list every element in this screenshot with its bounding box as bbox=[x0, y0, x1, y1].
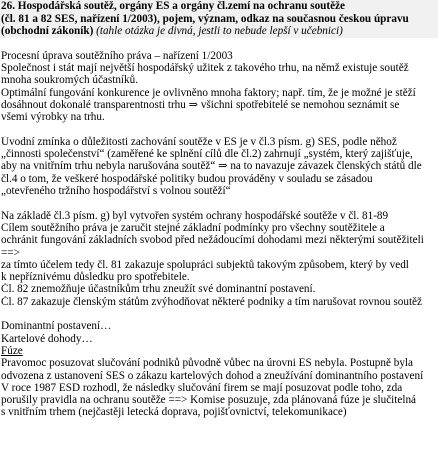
text-line: s vnitřním trhem (nejčastěji letecká doprava, pojišťovnictví, telekomunikace) bbox=[1, 406, 347, 419]
blank-line bbox=[0, 124, 438, 136]
heading-line-2: (čl. 81 a 82 SES, nařízení 1/2003), pojem, význam, odkaz na současnou českou úpravu bbox=[1, 12, 409, 25]
heading-line-3 bbox=[1, 25, 438, 38]
text-line: Pravomoc posuzovat slučování podniků původně vůbec na úrovni ES nebyla. Postupně byla bbox=[1, 357, 414, 370]
text-line: mnoha soukromých účastníků. bbox=[1, 74, 139, 87]
text-line: dosáhnout dokonalé transparentnosti trhu ⇒ všichni spotřebitelé se nemohou seznámit se bbox=[1, 98, 400, 111]
text-line: ochránit fungování základních svobod před nežádoucími dohodami mezi některými soutěžiteli bbox=[1, 234, 424, 247]
text-line: odvozena z ustanovení SES o zákazu kartelových dohod a zneužívání dominantního postavení bbox=[1, 369, 424, 382]
heading-line-1: 26. Hospodářská soutěž, orgány ES a orgány čl.zemí na ochranu soutěže bbox=[1, 0, 346, 12]
text-line: všemi výrobky na trhu. bbox=[1, 111, 105, 124]
heading-line-3-note: (tahle otázka je divná, jestli to nebude lepší v učebnici) bbox=[93, 25, 343, 37]
text-line: porušily pravidla na ochranu soutěže ==> Komise posuzuje, zda plánovaná fúze je slučitelná bbox=[1, 394, 417, 407]
text-line: Společnost i stát mají největší hospodářský užitek z takového trhu, na němž existuje soutěž bbox=[1, 62, 409, 75]
text-line: čl.4 o tom, že veškeré hospodářské politiky budou prováděny v souladu se zásadou bbox=[1, 172, 373, 185]
blank-line bbox=[0, 197, 438, 209]
question-heading bbox=[0, 0, 438, 38]
text-line: Dominantní postavení… bbox=[1, 320, 112, 333]
text-line: Na základě čl.3 písm. g) byl vytvořen systém ochrany hospodářské soutěže v čl. 81-89 bbox=[1, 209, 389, 222]
text-line: Čl. 87 zakazuje členským státům zvýhodňovat některé podniky a tím narušovat rovnou soutěž bbox=[1, 295, 422, 308]
text-line: ==> bbox=[1, 246, 20, 259]
text-line: Úvodní zmínka o důležitosti zachování soutěže v ES je v čl.3 písm. g) SES, podle něhož bbox=[1, 135, 397, 148]
text-line: Kartelové dohody… bbox=[1, 332, 93, 345]
blank-line bbox=[0, 308, 438, 320]
text-line: k nepříznivému důsledku pro spotřebitele. bbox=[1, 271, 190, 284]
text-line: „činnosti společenství“ (zaměřené ke splnění cílů dle čl.2) zahrnují „systém, který zajišťuje, bbox=[1, 148, 413, 161]
text-line: Cílem soutěžního práva je zaručit stejné základní podmínky pro všechny soutěžitele a bbox=[1, 221, 385, 234]
section-heading-fuze: Fúze bbox=[1, 344, 23, 357]
text-line: Čl. 82 znemožňuje účastníkům trhu zneužít své dominantní postavení. bbox=[1, 283, 316, 296]
text-line: aby na vnitřním trhu nebyla narušována soutěž“ ⇒ na to navazuje závazek členských států dle bbox=[1, 160, 422, 173]
text-line: Optimální fungování konkurence je ovlivněno mnoha faktory; např. tím, že je možné je stěží bbox=[1, 86, 416, 99]
text-line: V roce 1987 ESD rozhodl, že následky slučování firem se mají posuzovat podle toho, zda bbox=[1, 381, 403, 394]
text-line: „otevřeného tržního hospodářství s volnou soutěží“ bbox=[1, 185, 231, 198]
text-line: za tímto účelem tedy čl. 81 zakazuje spolupráci subjektů takovým způsobem, který by vedl bbox=[1, 258, 409, 271]
text-line: Procesní úprava soutěžního práva – nařízení 1/2003 bbox=[1, 49, 233, 62]
heading-line-3-bold: (obchodní zákoník) bbox=[1, 25, 94, 37]
blank-line bbox=[0, 38, 438, 50]
